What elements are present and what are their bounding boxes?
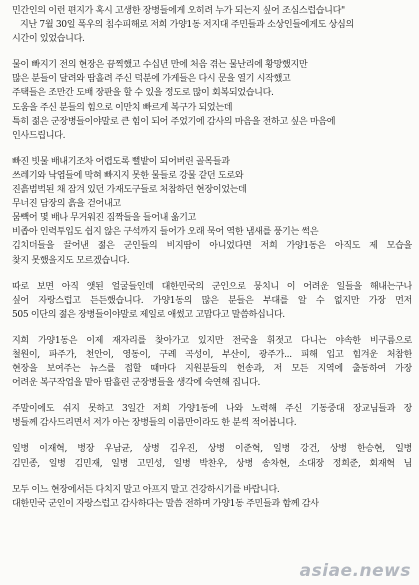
paragraph-gap xyxy=(12,143,412,155)
paragraph-nationwide xyxy=(12,334,412,390)
letter-line: 일병 이재혁, 병장 우남균, 상병 김우진, 상병 이준혁, 일병 강건, 상병 한승현, 일병 xyxy=(12,444,412,455)
letter-line: 병들께 감사드리면서 저가 아는 장병들의 이름만이라도 한 분씩 적어봅니다. xyxy=(12,418,297,429)
paragraph-gap xyxy=(12,471,412,483)
letter-line: 주택들은 조만간 도배 장판을 할 수 있을 정도로 많이 회복되었습니다. xyxy=(12,88,274,99)
letter-line: 김치더들을 끌어낸 젊은 군인들의 비지땀이 아니었다면 저희 가양1동은 아직도 제 모습을 xyxy=(12,241,412,252)
paragraph-soldier-names xyxy=(12,442,412,470)
letter-line: 현장을 보여주는 뉴스를 접할 때마다 지원분들의 헌송과, 저 모든 지역에 출동하여 가장 xyxy=(12,364,412,375)
letter-line: 진흙범벅된 채 잠겨 있던 가재도구들로 처참하던 현장이었는데 xyxy=(12,185,247,196)
letter-line: 어려운 복구작업을 맡아 땀흘린 군장병들을 생각에 숙연해 집니다. xyxy=(12,378,261,389)
paragraph-gap xyxy=(12,322,412,334)
letter-line: 시간이 있었습니다. xyxy=(12,34,85,45)
letter-line: 빠진 빗물 배내기조차 어렵도록 뻘밭이 되어버린 골목들과 xyxy=(12,156,230,167)
news-watermark: asiae.news xyxy=(299,561,411,581)
letter-line: 무너진 담장의 흙을 걷어내고 xyxy=(12,199,121,210)
letter-line: 특히 젊은 군장병들이야말로 큰 힘이 되어 주었기에 감사의 마음을 전하고 싶은 마음에 xyxy=(12,116,336,127)
paragraph-closing xyxy=(12,483,412,511)
letter-line: 모두 이느 현장에서든 다치지 말고 아프지 말고 건강하시기를 바랍니다. xyxy=(12,484,280,495)
paragraph-scene xyxy=(12,155,412,268)
paragraph-intro xyxy=(12,4,412,46)
letter-line: 주말이에도 쉬지 못하고 3일간 저희 가양1동에 나와 노력해 주신 기동중대 장교님들과 장 xyxy=(12,404,412,415)
paragraph-recovery xyxy=(12,58,412,143)
letter-line: 인사드립니다. xyxy=(12,130,66,141)
paragraph-gap xyxy=(12,390,412,402)
letter-line: 대한민국 군인이 자랑스럽고 감사하다는 말씀 전하며 가양1동 주민들과 함께 감사 xyxy=(12,498,319,509)
letter-line: 지희 가양1동은 이제 재자리를 찾아가고 있지만 전국을 휘젓고 다니는 야속한 비구름으로 xyxy=(12,335,412,346)
letter-line: 철원이, 파주가, 천안이, 영동이, 구례 곡성이, 부산이, 광주가... 피해 입고 힘겨운 처참한 xyxy=(12,349,412,360)
letter-line: 505 이단의 젊은 장병들이야말로 제일로 애썼고 고맙다고 말씀하십니다. xyxy=(12,309,285,320)
paragraph-gap xyxy=(12,268,412,280)
letter-line: 뭄빽어 몇 배나 무거워진 짐짝들을 들어내 옮기고 xyxy=(12,213,196,224)
letter-line: 물이 빠지기 전의 현장은 끔찍했고 수십년 만에 처음 겪는 물난리에 황망했지만 xyxy=(12,60,308,71)
letter-line: 김민종, 일병 김민재, 일병 고민성, 일병 박찬우, 상병 송차현, 소대장 정희준, 회재혁 님 xyxy=(12,458,412,469)
paragraph-gap xyxy=(12,46,412,58)
letter-line: 따로 보면 아직 앳된 얼굴들인데 대한민국의 군인으로 뭉치니 이 어려운 일들을 해내는구나 xyxy=(12,281,412,292)
paragraph-thanks xyxy=(12,402,412,430)
letter-line: 싶어 자랑스럽고 든든했습니다. 가양1동의 많은 분들은 부대를 알 수 없지만 가장 먼저 xyxy=(12,295,412,306)
paragraph-pride xyxy=(12,280,412,322)
letter-line: 지난 7월 30일 폭우의 침수피해로 저희 가양1동 저지대 주민들과 소상인들에게도 상심의 xyxy=(20,20,354,31)
letter-line: 많은 분들이 달려와 땀흘려 주신 덕분에 가게들은 다시 문을 열기 시작했고 xyxy=(12,74,291,85)
paragraph-gap xyxy=(12,430,412,442)
letter-line: 도움을 주신 분들의 힘으로 이만치 빠르게 복구가 되었는데 xyxy=(12,102,233,113)
letter-line: 민간인의 이런 편지가 혹시 고생한 장병들에게 오히려 누가 되는지 싶어 조심스럽습니다" xyxy=(12,6,345,16)
letter-line: 찾지 못했을지도 모르겠습니다. xyxy=(12,255,130,266)
letter-line: 쓰레기와 낙엽들에 막혀 빠지지 못한 물들로 강물 같던 도로와 xyxy=(12,170,244,181)
letter-line: 비좁아 인력투입도 쉽지 않은 구석까지 들어가 오래 묵어 역한 냄새를 풍기는 썩은 xyxy=(12,227,319,238)
